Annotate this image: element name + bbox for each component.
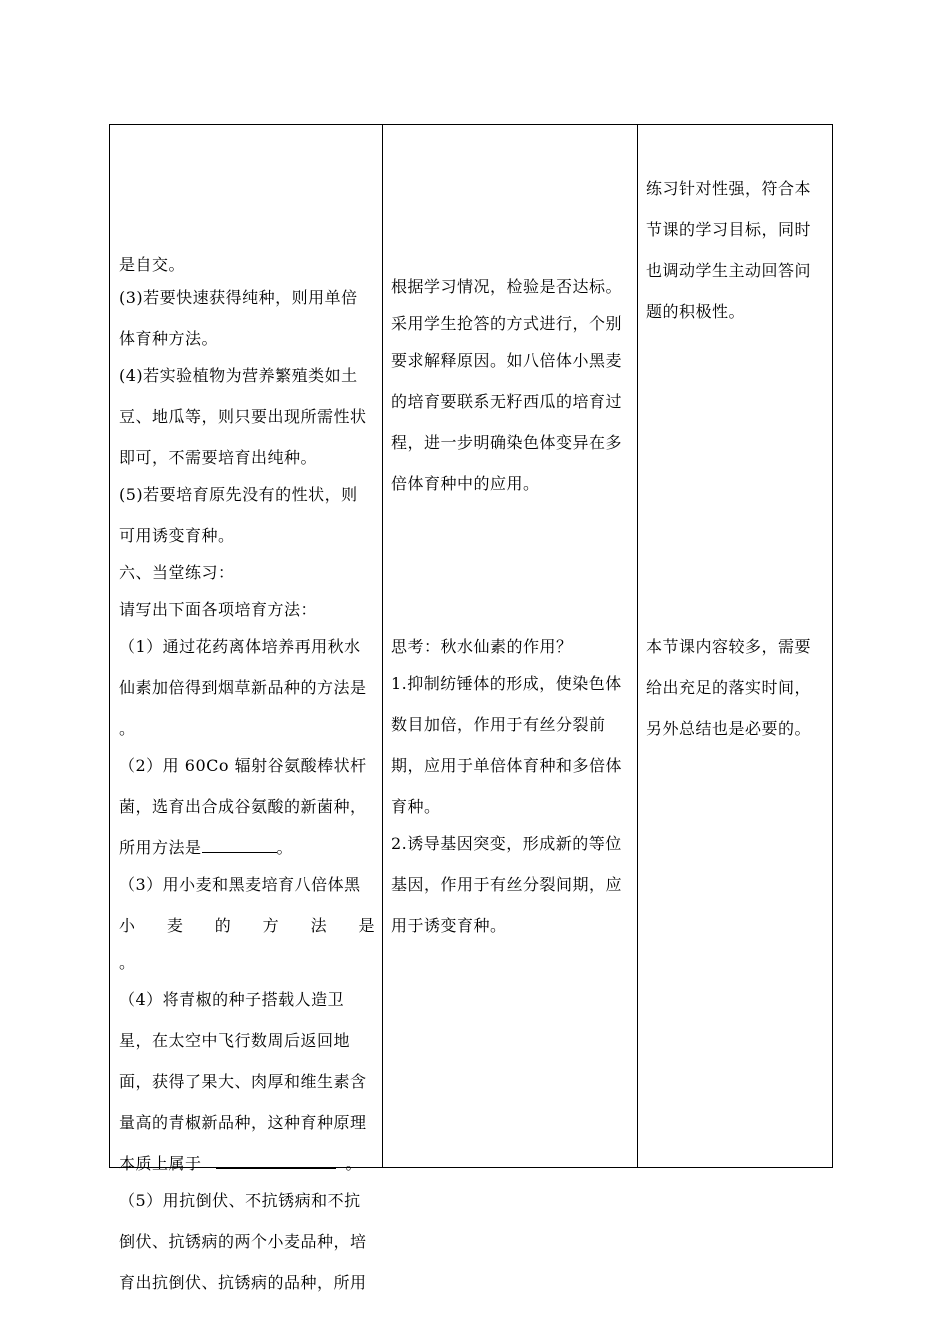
text-line: 1.抑制纺锤体的形成，使染色体 <box>391 674 622 693</box>
text-line: （4）将青椒的种子搭载人造卫 <box>119 990 345 1009</box>
text-line: 菌，选育出合成谷氨酸的新菌种， <box>119 797 367 816</box>
text-line: 给出充足的落实时间， <box>646 678 812 697</box>
text-line: （1）通过花药离体培养再用秋水 <box>119 637 361 656</box>
text-segment: 。 <box>276 838 294 857</box>
lesson-table <box>109 124 833 1292</box>
text-line: 本节课内容较多，需要 <box>646 637 812 656</box>
text-line: 六、当堂练习： <box>119 563 235 582</box>
text-line: 要求解释原因。如八倍体小黑麦 <box>391 351 623 370</box>
text-line: 2.诱导基因突变，形成新的等位 <box>391 834 622 853</box>
text-line: 育种。 <box>391 797 441 816</box>
text-line: 数目加倍，作用于有丝分裂前 <box>391 715 606 734</box>
text-line: 基因，作用于有丝分裂间期，应 <box>391 875 623 894</box>
text-line <box>119 838 293 858</box>
text-line: 题的积极性。 <box>646 302 746 321</box>
text-line: 思考：秋水仙素的作用？ <box>391 637 573 656</box>
text-segment: 的 <box>214 916 232 935</box>
text-line: (5)若要培育原先没有的性状，则 <box>119 485 358 504</box>
text-line: 量高的青椒新品种，这种育种原理 <box>119 1113 367 1132</box>
text-line: 倒伏、抗锈病的两个小麦品种，培 <box>119 1232 367 1251</box>
text-line: 倍体育种中的应用。 <box>391 474 540 493</box>
text-line: 也调动学生主动回答问 <box>646 261 812 280</box>
text-line: 。 <box>119 719 136 738</box>
text-line: (3)若要快速获得纯种，则用单倍 <box>119 288 358 307</box>
text-line: 育出抗倒伏、抗锈病的品种，所用 <box>119 1273 367 1292</box>
text-line: (4)若实验植物为营养繁殖类如土 <box>119 366 358 385</box>
text-line: 即可，不需要培育出纯种。 <box>119 448 318 467</box>
text-line: （2）用 60Co 辐射谷氨酸棒状杆 <box>119 756 367 775</box>
text-line: 另外总结也是必要的。 <box>646 719 812 738</box>
text-line: 用于诱变育种。 <box>391 916 507 935</box>
text-line: 。 <box>119 953 136 972</box>
teaching-notes-column <box>383 125 638 1167</box>
design-intent-column <box>638 125 832 1167</box>
text-line: （5）用抗倒伏、不抗锈病和不抗 <box>119 1191 361 1210</box>
text-line: 请写出下面各项培育方法： <box>119 600 318 619</box>
text-segment: 麦 <box>166 916 184 935</box>
text-line: 根据学习情况，检验是否达标。 <box>391 277 623 296</box>
text-line: 豆、地瓜等，则只要出现所需性状 <box>119 407 367 426</box>
answer-blank[interactable] <box>202 838 277 853</box>
text-line: 期，应用于单倍体育种和多倍体 <box>391 756 623 775</box>
text-line: 体育种方法。 <box>119 329 219 348</box>
content-column <box>110 125 383 1292</box>
text-line: 的培育要联系无籽西瓜的培育过 <box>391 392 623 411</box>
text-line: 仙素加倍得到烟草新品种的方法是 <box>119 678 367 697</box>
text-line: 采用学生抢答的方式进行，个别 <box>391 314 623 333</box>
text-line-justified <box>119 916 375 936</box>
text-segment: 小 <box>119 916 136 935</box>
text-line: 程，进一步明确染色体变异在多 <box>391 433 623 452</box>
text-segment: 法 <box>310 916 328 935</box>
text-segment: 方 <box>262 916 280 935</box>
text-line <box>119 1154 362 1174</box>
text-segment: 本质上属于 <box>119 1154 202 1173</box>
text-line: 是自交。 <box>119 255 186 274</box>
text-line: 可用诱变育种。 <box>119 526 235 545</box>
text-segment: 是 <box>358 916 375 935</box>
text-segment: 所用方法是 <box>119 838 202 857</box>
text-line: 练习针对性强，符合本 <box>646 179 812 198</box>
text-line: 星，在太空中飞行数周后返回地 <box>119 1031 351 1050</box>
text-line: 节课的学习目标，同时 <box>646 220 812 239</box>
text-line: （3）用小麦和黑麦培育八倍体黑 <box>119 875 361 894</box>
text-line: 面，获得了果大、肉厚和维生素含 <box>119 1072 367 1091</box>
text-segment: 。 <box>345 1154 363 1173</box>
answer-blank[interactable] <box>216 1154 336 1169</box>
